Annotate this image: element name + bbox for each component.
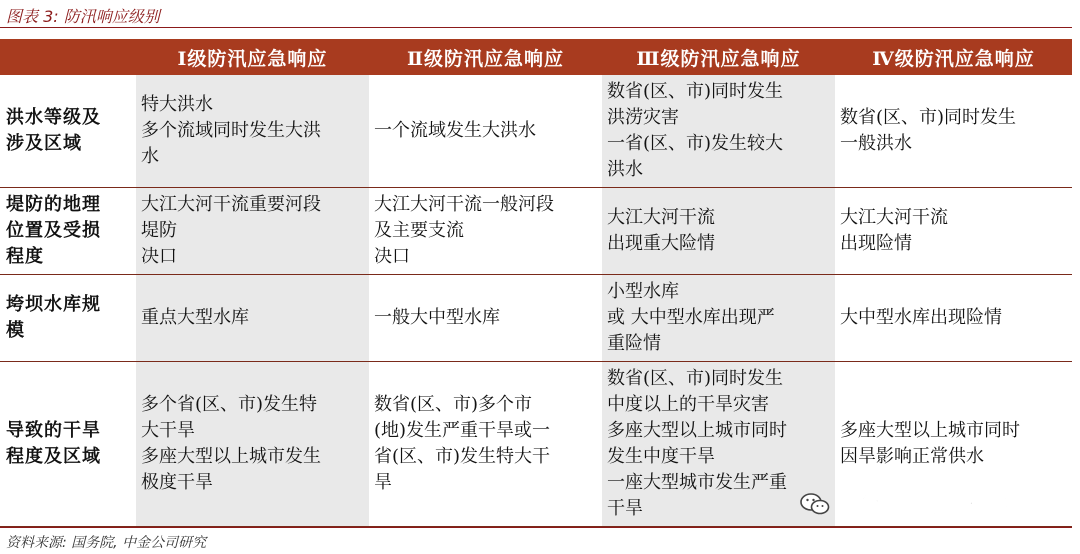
- header-level-2: Ⅱ级防汛应急响应: [369, 39, 602, 75]
- cell-line: 省(区、市)发生特大干: [374, 446, 551, 467]
- row-label-line: 程度: [6, 246, 44, 267]
- row-label: [0, 75, 136, 188]
- cell-line: 重险情: [607, 333, 661, 354]
- cell-line: 一个流域发生大洪水: [374, 120, 536, 141]
- bottom-rule: [0, 527, 1072, 528]
- cell-line: 大江大河干流: [840, 207, 948, 228]
- cell-line: 及主要支流: [374, 220, 464, 241]
- header-level-3: Ⅲ级防汛应急响应: [602, 39, 835, 75]
- cell-line: 洪涝灾害: [607, 107, 679, 128]
- cell-line: 多座大型以上城市同时: [607, 420, 787, 441]
- table-cell: [136, 188, 369, 275]
- wechat-icon: [800, 492, 830, 516]
- table-cell: [136, 275, 369, 362]
- cell-line: 出现险情: [840, 233, 912, 254]
- table-row: [0, 188, 1072, 275]
- cell-line: 大干旱: [141, 420, 195, 441]
- table-cell: [602, 75, 835, 188]
- cell-line: (地)发生严重干旱或一: [374, 420, 551, 441]
- table-cell: [602, 188, 835, 275]
- cell-line: 特大洪水: [141, 94, 213, 115]
- row-label-line: 垮坝水库规: [6, 294, 101, 315]
- cell-line: 一座大型城市发生严重: [607, 472, 787, 493]
- table-cell: [369, 75, 602, 188]
- cell-line: 出现重大险情: [607, 233, 715, 254]
- cell-line: 重点大型水库: [141, 307, 249, 328]
- row-label-line: 程度及区域: [6, 446, 101, 467]
- watermark: [800, 488, 1012, 519]
- row-label-line: 位置及受损: [6, 220, 101, 241]
- cell-line: 数省(区、市)同时发生: [607, 368, 784, 389]
- cell-line: 决口: [141, 246, 177, 267]
- cell-line: 大江大河干流: [607, 207, 715, 228]
- cell-line: 多个省(区、市)发生特: [141, 394, 318, 415]
- cell-line: 大中型水库出现险情: [840, 307, 1002, 328]
- cell-line: 发生中度干旱: [607, 446, 715, 467]
- cell-line: 大江大河干流一般河段: [374, 194, 554, 215]
- cell-line: 水: [141, 146, 159, 167]
- figure-title: 图表 3: 防汛响应级别: [6, 7, 160, 26]
- table-cell: [835, 75, 1072, 188]
- table-cell: [369, 275, 602, 362]
- cell-line: 一般洪水: [840, 133, 912, 154]
- header-row: [0, 39, 1072, 75]
- cell-line: 一省(区、市)发生较大: [607, 133, 784, 154]
- cell-line: 多座大型以上城市同时: [840, 420, 1020, 441]
- cell-line: 因旱影响正常供水: [840, 446, 984, 467]
- cell-line: 或 大中型水库出现严: [607, 307, 775, 328]
- cell-line: 数省(区、市)多个市: [374, 394, 533, 415]
- response-level-table: [0, 39, 1072, 527]
- row-label: [0, 275, 136, 362]
- row-label: [0, 188, 136, 275]
- table-cell: [136, 362, 369, 527]
- row-label-line: 洪水等级及: [6, 107, 101, 128]
- table-cell: [835, 188, 1072, 275]
- cell-line: 小型水库: [607, 281, 679, 302]
- cell-line: 中度以上的干旱灾害: [607, 394, 769, 415]
- cell-line: 多个流域同时发生大洪: [141, 120, 321, 141]
- title-rule: [0, 27, 1072, 28]
- table-row: [0, 75, 1072, 188]
- row-label: [0, 362, 136, 527]
- cell-line: 堤防: [141, 220, 177, 241]
- row-label-line: 堤防的地理: [6, 194, 101, 215]
- table-body: [0, 75, 1072, 527]
- cell-line: 数省(区、市)同时发生: [607, 81, 784, 102]
- cell-line: 大江大河干流重要河段: [141, 194, 321, 215]
- table-cell: [369, 188, 602, 275]
- cell-line: 决口: [374, 246, 410, 267]
- watermark-text: 中金固定收益研究: [836, 493, 1013, 518]
- cell-line: 极度干旱: [141, 472, 213, 493]
- cell-line: 旱: [374, 472, 392, 493]
- header-level-4: Ⅳ级防汛应急响应: [835, 39, 1072, 75]
- table-cell: [136, 75, 369, 188]
- table-cell: [369, 362, 602, 527]
- table-cell: [835, 275, 1072, 362]
- cell-line: 洪水: [607, 159, 643, 180]
- cell-line: 数省(区、市)同时发生: [840, 107, 1017, 128]
- row-label-line: 涉及区域: [6, 133, 82, 154]
- row-label-line: 模: [6, 320, 25, 341]
- header-corner: [0, 39, 136, 75]
- cell-line: 干旱: [607, 498, 643, 519]
- table-cell: [602, 275, 835, 362]
- row-label-line: 导致的干旱: [6, 420, 101, 441]
- table-row: [0, 275, 1072, 362]
- source-note: 资料来源: 国务院, 中金公司研究: [6, 535, 207, 551]
- cell-line: 多座大型以上城市发生: [141, 446, 321, 467]
- header-level-1: Ⅰ级防汛应急响应: [136, 39, 369, 75]
- cell-line: 一般大中型水库: [374, 307, 500, 328]
